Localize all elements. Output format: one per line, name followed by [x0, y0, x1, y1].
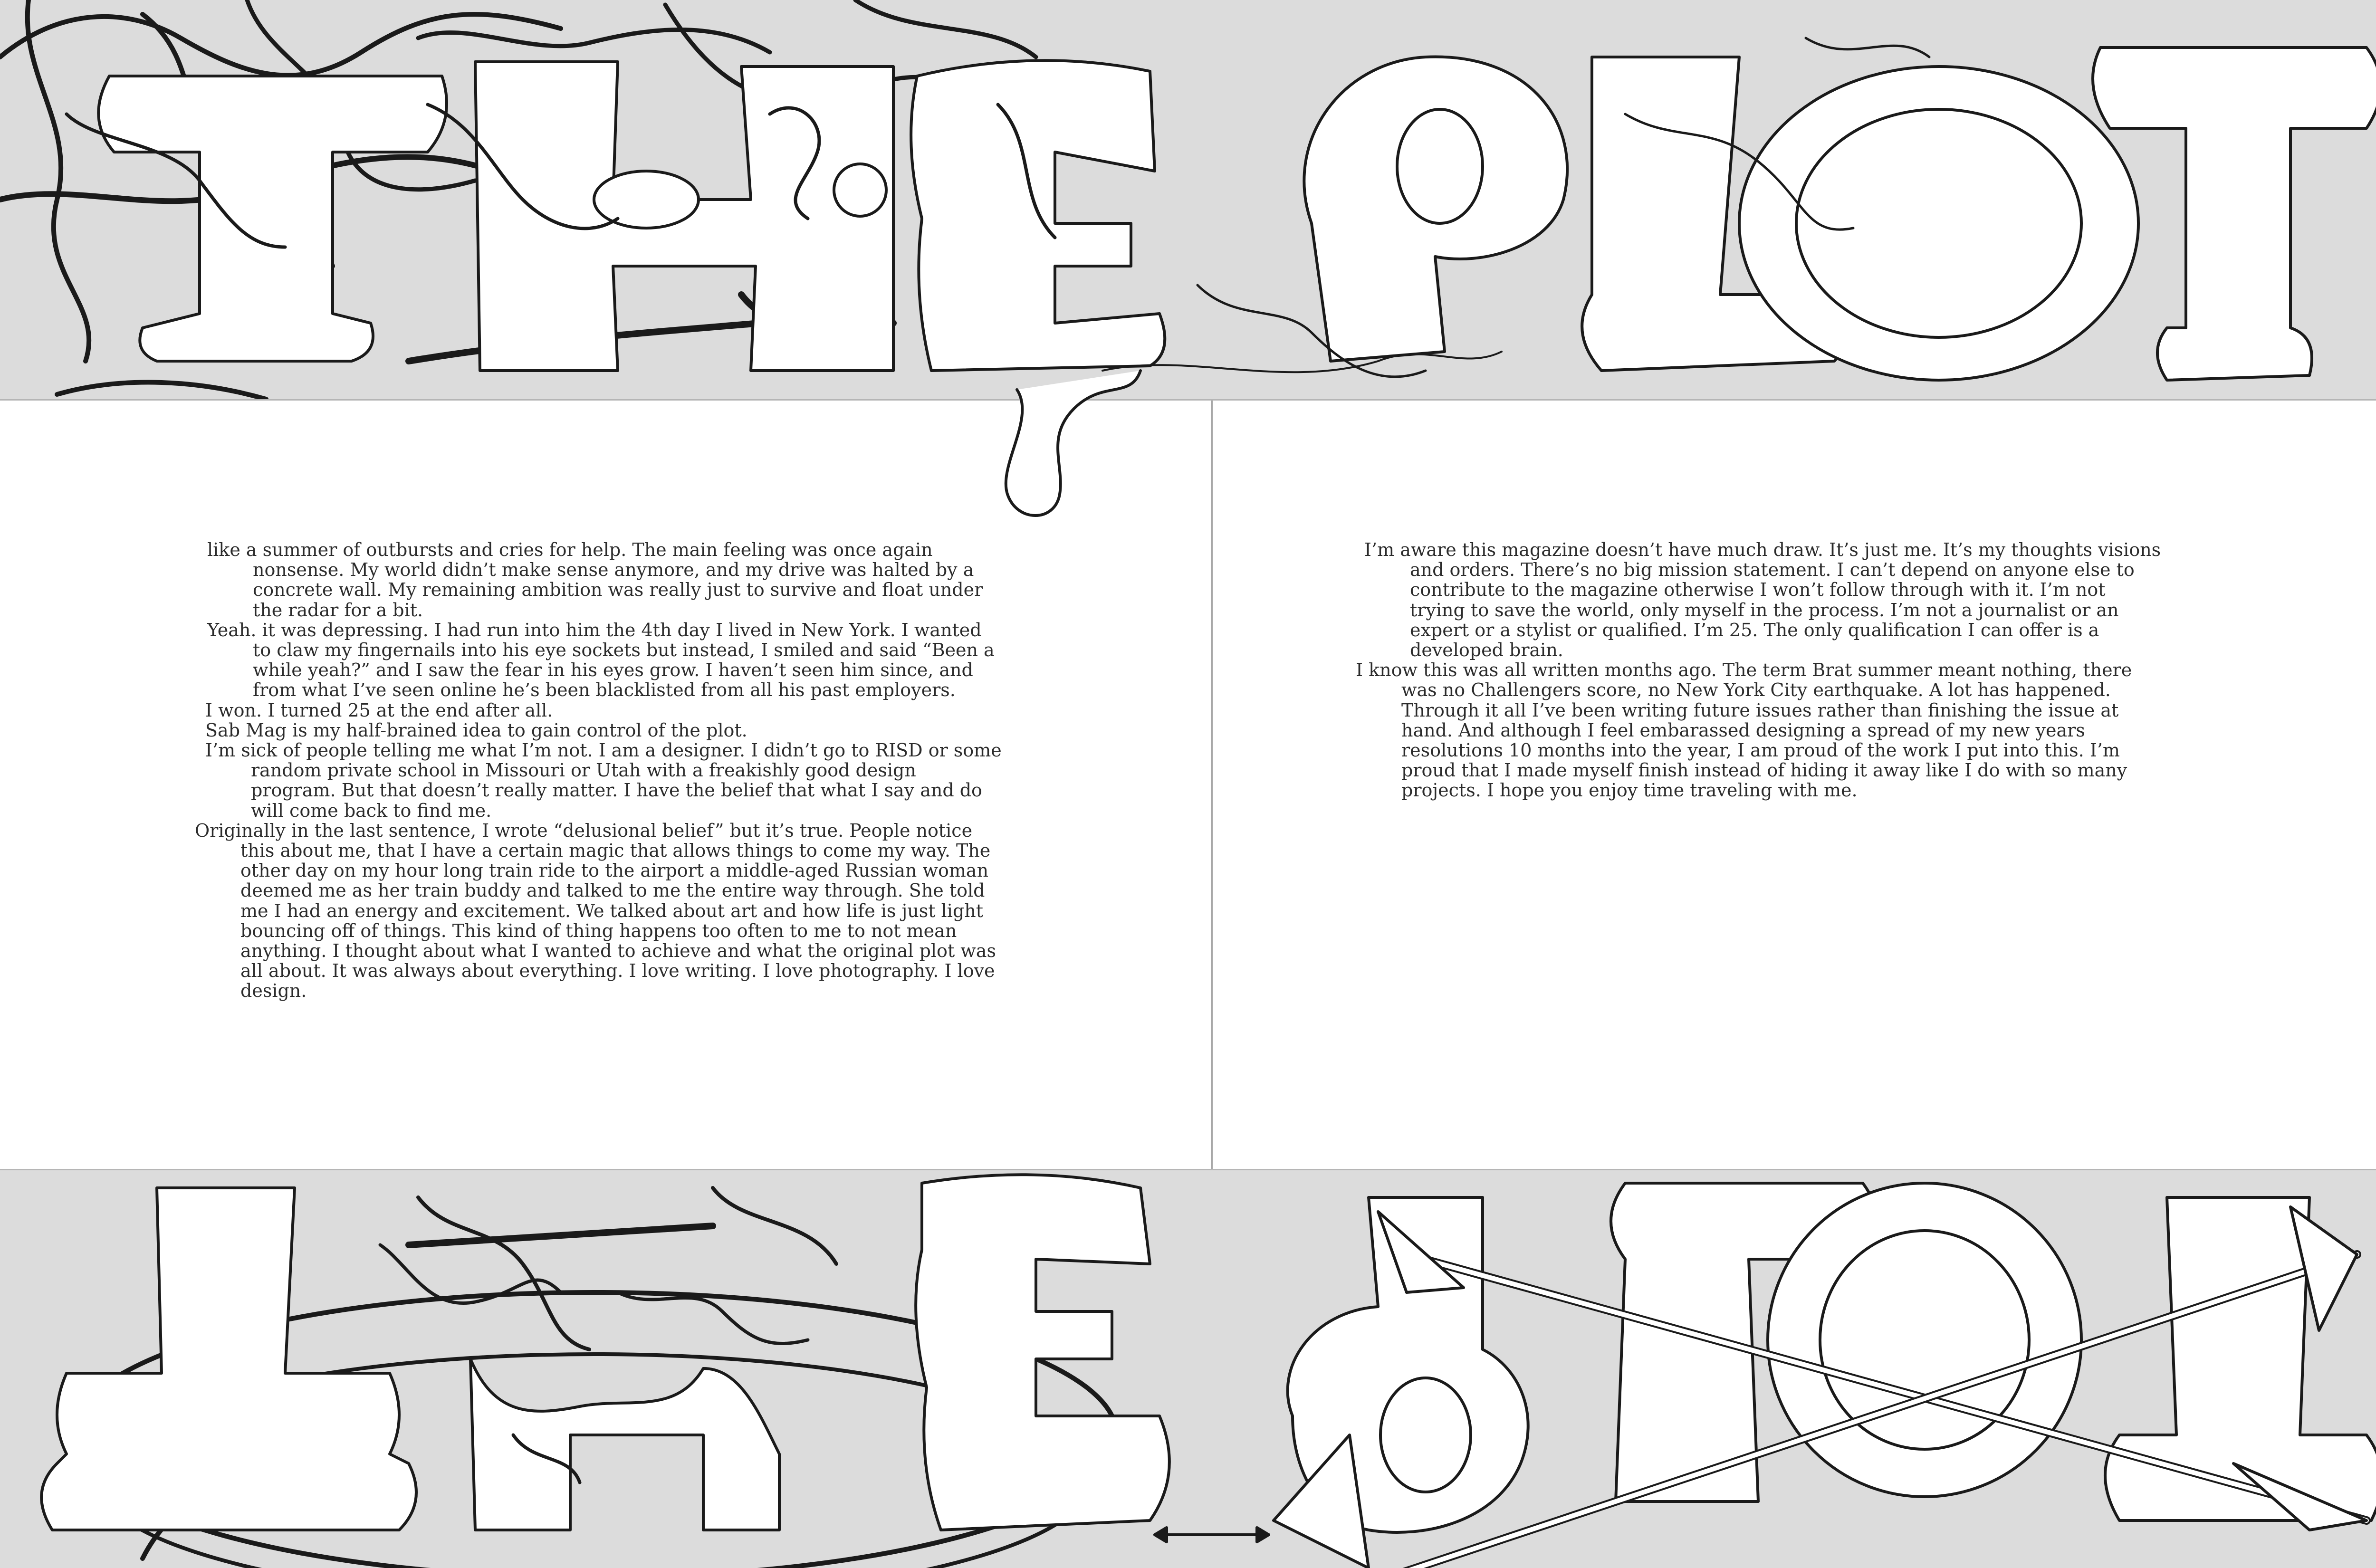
- page-gutter: [1211, 401, 1213, 1169]
- left-paragraph-2: Yeah. it was depressing. I had run into him the 4th day I lived in New York. I wanted to claw my fingernails into his eye sockets but instead, I smiled and said “Been a while yeah?” and I saw the fear in his eyes grow. I haven’t seen him since, and from what I’ve seen online he’s been blacklisted from all his past employers.: [207, 619, 995, 701]
- left-paragraph-6: Originally in the last sentence, I wrote “delusional belief” but it’s true. People notice this about me, that I have a certain magic that allows things to come my way. The other day on my hour long train ride to the airport a middle-aged Russian woman deemed me as her train buddy and talked to me the entire way through. She told me I had an energy and excitement. We talked about art and how life is just light bouncing off of things. This kind of thing happens too often to me to not mean anything. I thought about what I wanted to achieve and what the original plot was all about. It was always about everything. I love writing. I love photography. I love design.: [195, 820, 996, 1002]
- left-paragraph-1: like a summer of outbursts and cries for help. The main feeling was once again nonsense. My world didn’t make sense anymore, and my drive was halted by a concrete wall. My remaining ambition was really just to survive and float under the radar for a bit.: [207, 539, 983, 621]
- bottom-graphic-band: [0, 1169, 2376, 1568]
- right-paragraph-1: I’m aware this magazine doesn’t have much draw. It’s just me. It’s my thoughts visions and orders. There’s no big mission statement. I can’t depend on anyone else to contribute to the magazine otherwise I won’t follow through with it. I’m not trying to save the world, only myself in the process. I’m not a journalist or an expert or a stylist or qualified. I’m 25. The only qualification I can offer is a developed brain.: [1364, 539, 2161, 661]
- bottom-lettering-art: [0, 1169, 2376, 1568]
- left-paragraph-3: I won. I turned 25 at the end after all.: [205, 699, 553, 721]
- right-paragraph-2: I know this was all written months ago. The term Brat summer meant nothing, there was no Challengers score, no New York City earthquake. A lot has happened. Through it all I’ve been writing future issues rather than finishing the issue at hand. And although I feel embarassed designing a spread of my new years resolutions 10 months into the year, I am proud of the work I put into this. I’m proud that I made myself finish instead of hiding it away like I do with so many projects. I hope you enjoy time traveling with me.: [1356, 660, 2132, 801]
- right-text-column: [1356, 540, 2164, 801]
- left-paragraph-5: I’m sick of people telling me what I’m not. I am a designer. I didn’t go to RISD or some random private school in Missouri or Utah with a freakishly good design program. But that doesn’t really matter. I have the belief that what I say and do will come back to find me.: [205, 740, 1002, 821]
- left-paragraph-4: Sab Mag is my half-brained idea to gain control of the plot.: [205, 719, 747, 741]
- top-lettering-overflow: [0, 285, 2376, 532]
- left-text-column: [195, 540, 1003, 1001]
